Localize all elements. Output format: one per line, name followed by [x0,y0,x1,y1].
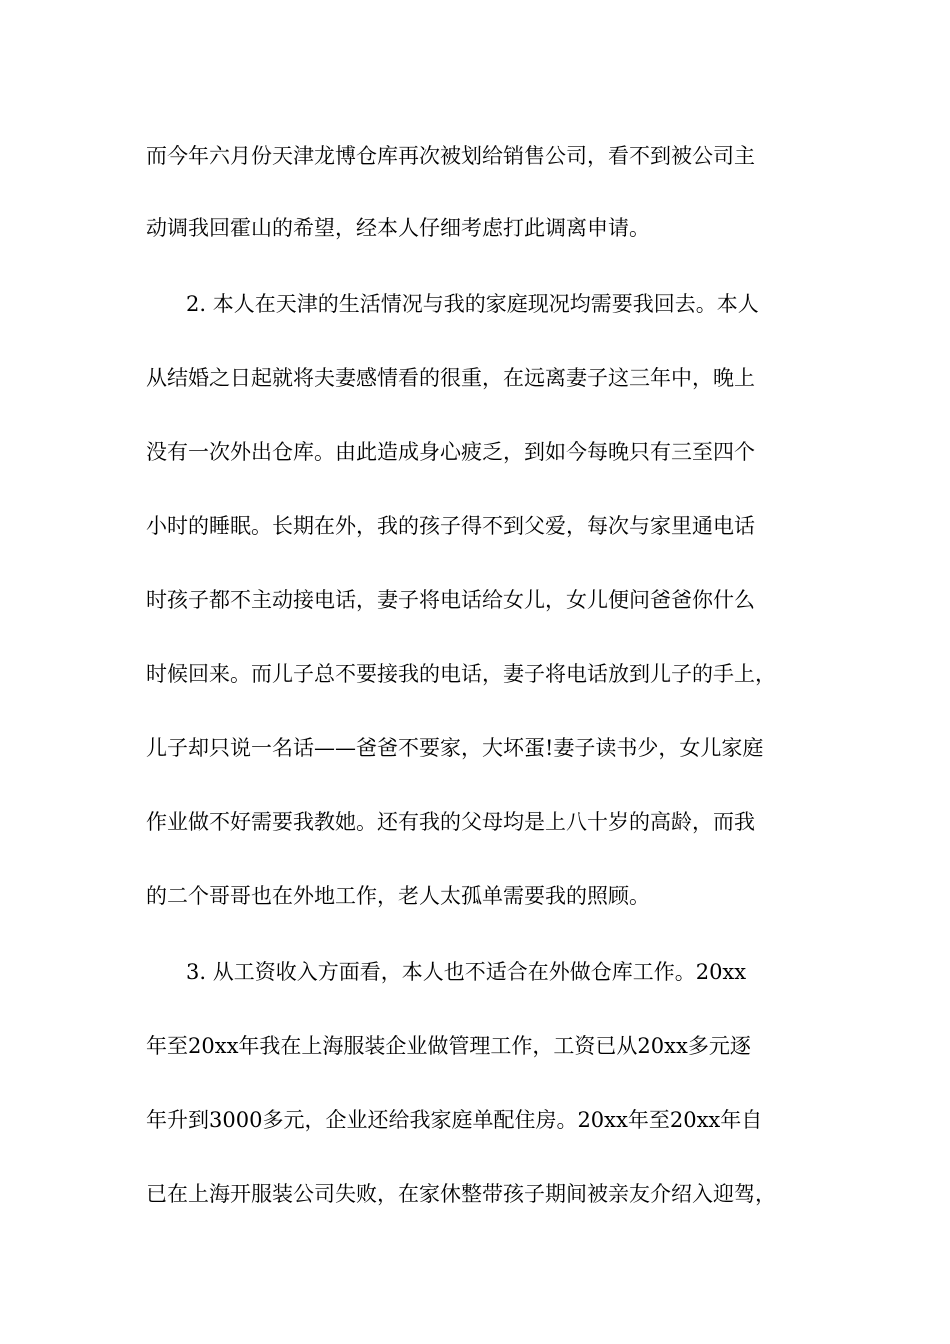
paragraph-line: 的二个哥哥也在外地工作，老人太孤单需要我的照顾。 [146,884,650,908]
paragraph-line: 年升到3000多元，企业还给我家庭单配住房。20xx年至20xx年自 [146,1108,763,1132]
paragraph-line: 时孩子都不主动接电话，妻子将电话给女儿，女儿便问爸爸你什么 [146,588,755,612]
paragraph-line: 3. 从工资收入方面看，本人也不适合在外做仓库工作。20xx [186,960,747,984]
paragraph-line: 动调我回霍山的希望，经本人仔细考虑打此调离申请。 [146,216,650,240]
paragraph-line: 2. 本人在天津的生活情况与我的家庭现况均需要我回去。本人 [186,292,759,316]
paragraph-line: 已在上海开服装公司失败，在家休整带孩子期间被亲友介绍入迎驾， [146,1182,776,1206]
paragraph-line: 作业做不好需要我教她。还有我的父母均是上八十岁的高龄，而我 [146,810,755,834]
paragraph-line: 而今年六月份天津龙博仓库再次被划给销售公司，看不到被公司主 [146,144,755,168]
paragraph-line: 小时的睡眠。长期在外，我的孩子得不到父爱，每次与家里通电话 [146,514,755,538]
paragraph-line: 时候回来。而儿子总不要接我的电话，妻子将电话放到儿子的手上， [146,662,776,686]
paragraph-line: 从结婚之日起就将夫妻感情看的很重，在远离妻子这三年中，晚上 [146,366,755,390]
paragraph-line: 没有一次外出仓库。由此造成身心疲乏，到如今每晚只有三至四个 [146,440,755,464]
paragraph-line: 年至20xx年我在上海服装企业做管理工作，工资已从20xx多元逐 [146,1034,751,1058]
paragraph-line: 儿子却只说一名话——爸爸不要家，大坏蛋!妻子读书少，女儿家庭 [146,736,764,760]
